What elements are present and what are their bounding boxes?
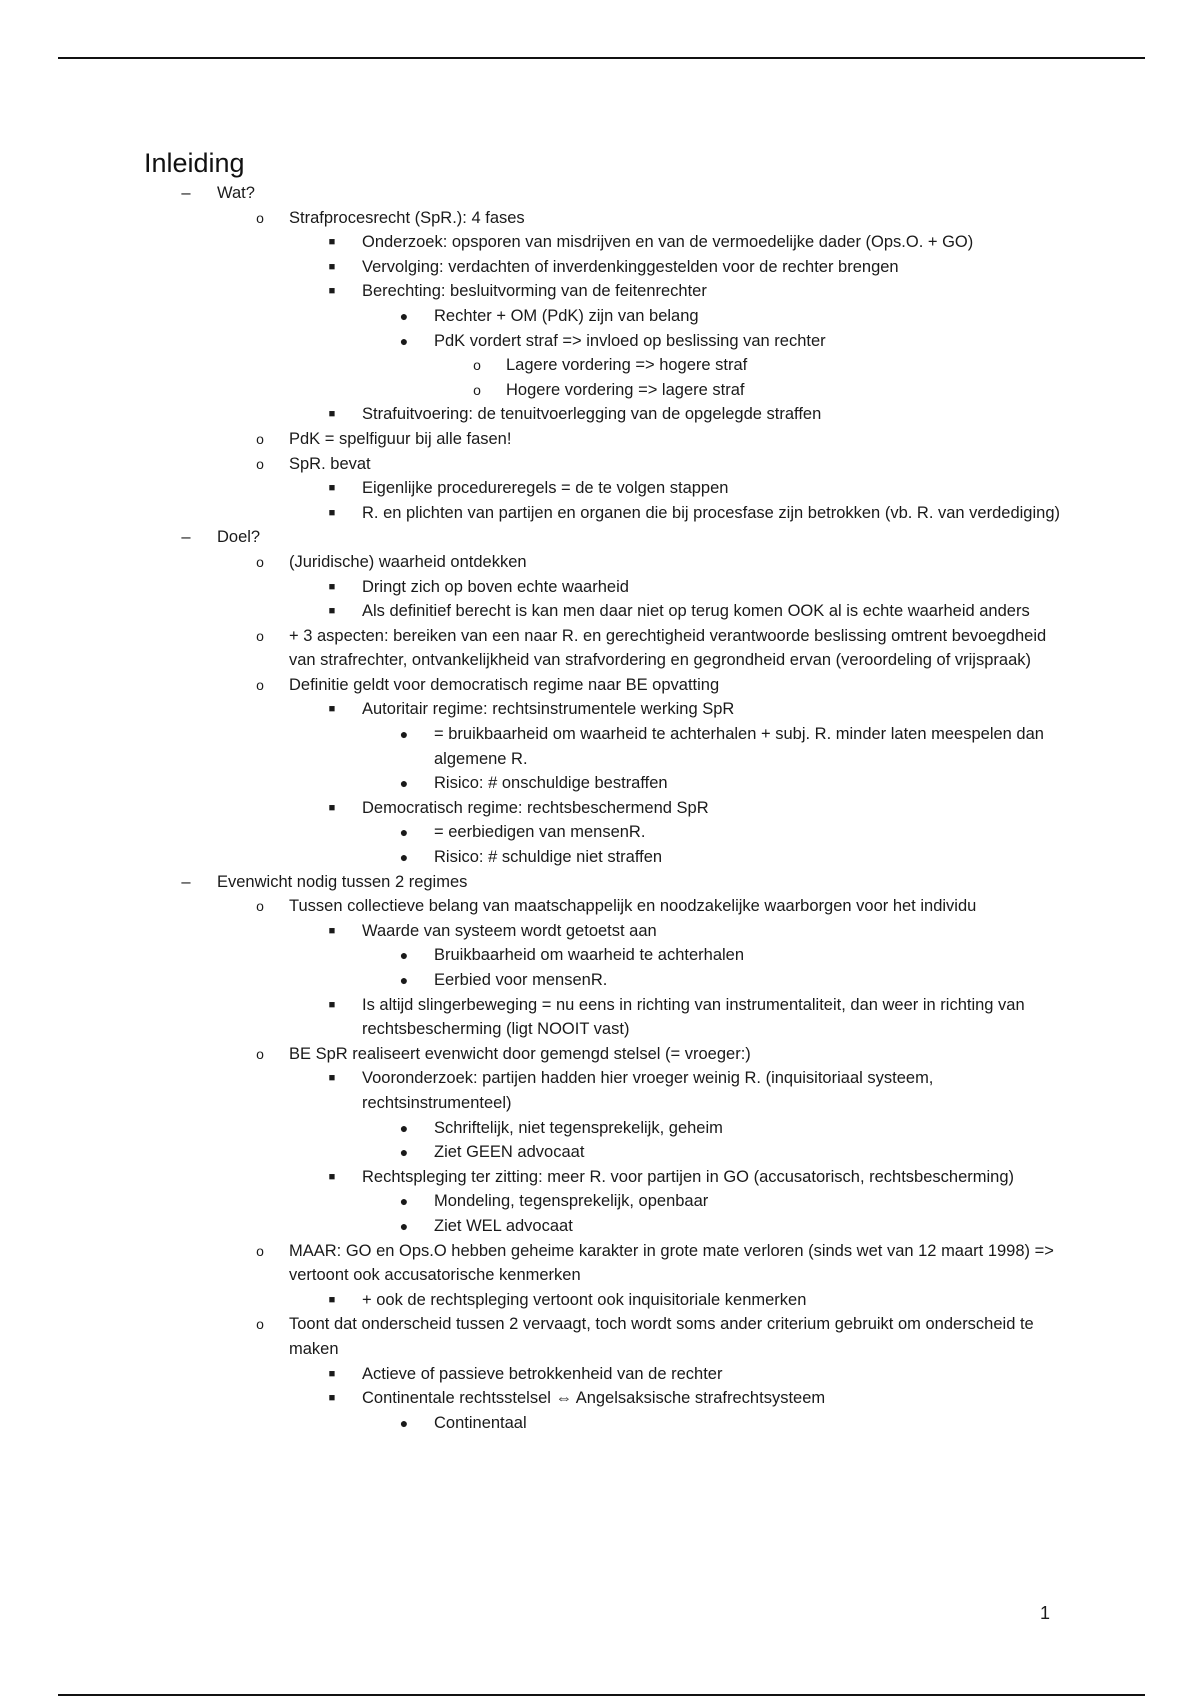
bullet-marker-icon: ■ <box>328 408 336 421</box>
outline-item-text: Bruikbaarheid om waarheid te achterhalen <box>434 946 745 965</box>
bullet-marker-icon: ■ <box>328 260 336 273</box>
outline-item-level-5 <box>0 353 1200 378</box>
outline-item-level-1 <box>0 181 1200 206</box>
outline-item-level-4 <box>0 1140 1200 1165</box>
outline-item-text: Als definitief berecht is kan men daar niet op terug komen OOK al is echte waarheid anders <box>362 602 1030 621</box>
outline-item-text: = eerbiedigen van mensenR. <box>434 823 646 842</box>
bullet-marker-icon: ■ <box>328 1170 336 1183</box>
outline-item-text: Rechtspleging ter zitting: meer R. voor partijen in GO (accusatorisch, rechtsbescherming) <box>362 1167 1015 1186</box>
bullet-marker-icon: ● <box>399 824 409 841</box>
outline-item-level-2 <box>0 673 1200 698</box>
bullet-marker-icon: ■ <box>328 605 336 618</box>
outline-item-text: = bruikbaarheid om waarheid te achterhalen + subj. R. minder laten meespelen dan algemene R. <box>434 725 1044 768</box>
outline-item-text: Continentale rechtsstelsel ⇔ Angelsaksische strafrechtsysteem <box>362 1389 826 1408</box>
outline-item-text: PdK vordert straf => invloed op beslissing van rechter <box>434 331 826 350</box>
bullet-marker-icon: ■ <box>328 1293 336 1306</box>
outline-item-text: Toont dat onderscheid tussen 2 vervaagt, toch wordt soms ander criterium gebruikt om onderscheid te maken <box>289 1315 1034 1358</box>
outline-item-level-4 <box>0 329 1200 354</box>
header-rule <box>58 57 1145 59</box>
outline-item-level-2 <box>0 452 1200 477</box>
page-number: 1 <box>1040 1603 1051 1623</box>
outline-item-text: Continentaal <box>434 1413 527 1432</box>
bullet-marker-icon: – <box>181 528 191 547</box>
outline-item-text: SpR. bevat <box>289 454 371 473</box>
outline-item-level-4 <box>0 304 1200 329</box>
outline-item-text: Doel? <box>217 528 261 547</box>
bullet-marker-icon: o <box>256 455 264 472</box>
outline-item-level-3 <box>0 1066 1200 1115</box>
bullet-marker-icon: ■ <box>328 998 336 1011</box>
outline-item-level-1 <box>0 870 1200 895</box>
bullet-marker-icon: o <box>256 209 264 226</box>
outline-item-level-5 <box>0 378 1200 403</box>
bullet-marker-icon: ■ <box>328 506 336 519</box>
outline-item-level-2 <box>0 624 1200 673</box>
outline-item-level-3 <box>0 476 1200 501</box>
outline-item-level-3 <box>0 697 1200 722</box>
bullet-marker-icon: o <box>256 1242 264 1259</box>
outline-item-level-4 <box>0 845 1200 870</box>
outline-item-level-3 <box>0 993 1200 1042</box>
outline-item-text: Risico: # onschuldige bestraffen <box>434 774 668 793</box>
bullet-marker-icon: o <box>256 676 264 693</box>
outline-list <box>0 181 1200 1435</box>
bullet-marker-icon: o <box>256 1316 264 1333</box>
outline-item-level-3 <box>0 1386 1200 1411</box>
bullet-marker-icon: ● <box>399 947 409 964</box>
bullet-marker-icon: o <box>256 1045 264 1062</box>
bullet-marker-icon: ■ <box>328 703 336 716</box>
outline-item-level-3 <box>0 402 1200 427</box>
outline-item-text: Definitie geldt voor democratisch regime naar BE opvatting <box>289 675 720 694</box>
section-title: Inleiding <box>144 148 245 178</box>
outline-item-text: Lagere vordering => hogere straf <box>506 356 748 375</box>
bullet-marker-icon: o <box>473 381 481 398</box>
bullet-marker-icon: ● <box>399 1193 409 1210</box>
outline-item-text: Risico: # schuldige niet straffen <box>434 848 663 867</box>
outline-item-level-4 <box>0 771 1200 796</box>
outline-item-text: Onderzoek: opsporen van misdrijven en van de vermoedelijke dader (Ops.O. + GO) <box>362 233 974 252</box>
outline-item-text: Wat? <box>217 184 255 202</box>
outline-item-level-3 <box>0 575 1200 600</box>
bullet-marker-icon: ● <box>399 972 409 988</box>
bullet-marker-icon: ■ <box>328 482 336 495</box>
outline-item-level-2 <box>0 1042 1200 1067</box>
bullet-marker-icon: ● <box>399 1217 409 1234</box>
bullet-marker-icon: ● <box>399 726 409 743</box>
outline-item-level-4 <box>0 1116 1200 1141</box>
outline-item-level-3 <box>0 230 1200 255</box>
outline-item-level-2 <box>0 894 1200 919</box>
outline-item-text: Strafuitvoering: de tenuitvoerlegging van de opgelegde straffen <box>362 405 822 424</box>
outline-item-text: Eerbied voor mensenR. <box>434 971 608 989</box>
outline-item-level-3 <box>0 255 1200 280</box>
outline-item-level-4 <box>0 1214 1200 1239</box>
outline-item-text: R. en plichten van partijen en organen die bij procesfase zijn betrokken (vb. R. van verdediging) <box>362 503 1060 522</box>
outline-item-level-2 <box>0 427 1200 452</box>
outline-item-level-4 <box>0 1189 1200 1214</box>
outline-item-level-4 <box>0 722 1200 771</box>
outline-item-text: Is altijd slingerbeweging = nu eens in richting van instrumentaliteit, dan weer in richting van rechtsbescherming (ligt NOOIT vast) <box>362 995 1025 1039</box>
bullet-marker-icon: ● <box>399 307 409 324</box>
outline-item-text: + 3 aspecten: bereiken van een naar R. en gerechtigheid verantwoorde beslissing omtrent bevoegdheid van strafrechter, ontvankelijkheid van strafvordering en gegrondheid ervan (veroordeling of vrijspraak) <box>289 626 1047 670</box>
bullet-marker-icon: – <box>181 184 191 202</box>
bullet-marker-icon: ● <box>399 775 409 792</box>
outline-item-text: Democratisch regime: rechtsbeschermend SpR <box>362 798 709 817</box>
bullet-marker-icon: ■ <box>328 236 336 249</box>
bullet-marker-icon: ■ <box>328 1392 336 1405</box>
outline-item-text: Actieve of passieve betrokkenheid van de rechter <box>362 1364 723 1383</box>
outline-item-text: PdK = spelfiguur bij alle fasen! <box>289 429 512 448</box>
outline-item-level-4 <box>0 943 1200 968</box>
bullet-marker-icon: ● <box>399 1414 409 1431</box>
bullet-marker-icon: o <box>473 357 481 374</box>
outline-item-level-3 <box>0 1288 1200 1313</box>
outline-item-text: Vervolging: verdachten of inverdenkinggestelden voor de rechter brengen <box>362 257 899 276</box>
outline-item-level-2 <box>0 206 1200 231</box>
outline-item-text: (Juridische) waarheid ontdekken <box>289 552 527 571</box>
outline-item-text: Vooronderzoek: partijen hadden hier vroeger weinig R. (inquisitoriaal systeem, rechtsinstrumenteel) <box>362 1069 934 1112</box>
outline-item-level-3 <box>0 279 1200 304</box>
outline-item-level-3 <box>0 599 1200 624</box>
outline-item-text: Evenwicht nodig tussen 2 regimes <box>217 872 468 891</box>
outline-item-level-3 <box>0 1362 1200 1387</box>
outline-item-level-3 <box>0 919 1200 944</box>
outline-item-text: Hogere vordering => lagere straf <box>506 380 745 399</box>
outline-item-text: Schriftelijk, niet tegensprekelijk, geheim <box>434 1118 723 1137</box>
bullet-marker-icon: ■ <box>328 1072 336 1085</box>
outline-item-text: Ziet WEL advocaat <box>434 1216 573 1235</box>
bullet-marker-icon: ■ <box>328 580 336 593</box>
outline-item-text: Waarde van systeem wordt getoetst aan <box>362 921 657 940</box>
bullet-marker-icon: ● <box>399 1119 409 1136</box>
outline-item-level-3 <box>0 501 1200 526</box>
bullet-marker-icon: o <box>256 627 264 644</box>
outline-item-level-2 <box>0 1239 1200 1288</box>
bullet-marker-icon: ● <box>399 1144 409 1161</box>
outline-item-text: Dringt zich op boven echte waarheid <box>362 577 629 596</box>
outline-item-level-4 <box>0 820 1200 845</box>
outline-item-text: Ziet GEEN advocaat <box>434 1143 585 1162</box>
bullet-marker-icon: ■ <box>328 801 336 814</box>
outline-item-level-4 <box>0 1411 1200 1436</box>
outline-item-text: Mondeling, tegensprekelijk, openbaar <box>434 1192 709 1211</box>
outline-item-level-3 <box>0 1165 1200 1190</box>
footer-rule <box>58 1694 1145 1696</box>
outline-item-text: BE SpR realiseert evenwicht door gemengd stelsel (= vroeger:) <box>289 1044 751 1063</box>
outline-item-text: MAAR: GO en Ops.O hebben geheime karakter in grote mate verloren (sinds wet van 12 maart 1998) => vertoont ook accusatorische kenmerken <box>289 1241 1054 1285</box>
bullet-marker-icon: o <box>256 430 264 447</box>
outline-item-level-3 <box>0 796 1200 821</box>
bullet-marker-icon: ■ <box>328 1367 336 1380</box>
outline-item-text: + ook de rechtspleging vertoont ook inquisitoriale kenmerken <box>362 1290 807 1309</box>
outline-item-text: Berechting: besluitvorming van de feitenrechter <box>362 282 707 301</box>
outline-item-text: Eigenlijke procedureregels = de te volgen stappen <box>362 479 729 498</box>
outline-item-text: Autoritair regime: rechtsinstrumentele werking SpR <box>362 700 735 719</box>
bullet-marker-icon: o <box>256 553 264 570</box>
outline-item-level-1 <box>0 525 1200 550</box>
outline-item-level-4 <box>0 968 1200 993</box>
bullet-marker-icon: ● <box>399 332 409 349</box>
outline-item-text: Rechter + OM (PdK) zijn van belang <box>434 306 699 325</box>
outline-item-text: Strafprocesrecht (SpR.): 4 fases <box>289 208 525 227</box>
bullet-marker-icon: o <box>256 898 264 915</box>
bullet-marker-icon: – <box>181 872 191 891</box>
outline-item-level-2 <box>0 550 1200 575</box>
outline-item-text: Tussen collectieve belang van maatschappelijk en noodzakelijke waarborgen voor het individu <box>289 897 977 916</box>
outline-item-level-2 <box>0 1312 1200 1361</box>
bullet-marker-icon: ■ <box>328 924 336 937</box>
bullet-marker-icon: ■ <box>328 285 336 298</box>
bullet-marker-icon: ● <box>399 849 409 866</box>
